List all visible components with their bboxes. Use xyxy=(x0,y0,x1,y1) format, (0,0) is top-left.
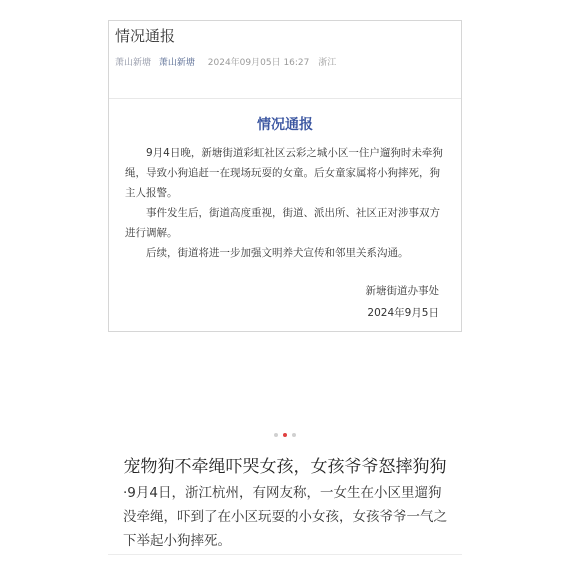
post-headline: 宠物狗不牵绳吓哭女孩，女孩爷爷怒摔狗狗 xyxy=(123,457,447,477)
article-account-link[interactable]: 萧山新塘 xyxy=(158,58,195,68)
carousel-dot[interactable] xyxy=(292,433,296,437)
notice-paragraph: 事件发生后，街道高度重视，街道、派出所、社区正对涉事双方进行调解。 xyxy=(125,207,440,239)
article-region: 浙江 xyxy=(318,58,337,68)
notice-heading: 情况通报 xyxy=(257,117,313,133)
notice-paragraph: 后续，街道将进一步加强文明养犬宣传和邻里关系沟通。 xyxy=(146,247,409,259)
notice-image-card[interactable] xyxy=(108,20,462,332)
post-summary: ·9月4日，浙江杭州，有网友称，一女生在小区里遛狗没牵绳，吓到了在小区玩耍的小女孩，女孩爷爷一气之下举起小狗摔死。 xyxy=(123,485,447,549)
notice-signature-org: 新塘街道办事处 xyxy=(365,285,439,297)
divider xyxy=(108,554,462,555)
notice-signature-date: 2024年9月5日 xyxy=(367,307,439,319)
article-meta xyxy=(115,55,336,68)
notice-paragraph: 9月4日晚，新塘街道彩虹社区云彩之城小区一住户遛狗时未牵狗绳，导致小狗追赶一在现场玩耍的女童。后女童家属将小狗摔死，狗主人报警。 xyxy=(125,147,443,199)
article-datetime: 2024年09月05日 16:27 xyxy=(207,58,310,68)
article-title: 情况通报 xyxy=(115,27,176,45)
article-source: 萧山新塘 xyxy=(115,58,152,68)
carousel-dot-active[interactable] xyxy=(283,433,287,437)
divider xyxy=(109,98,461,99)
carousel-dot[interactable] xyxy=(274,433,278,437)
carousel-indicator xyxy=(0,433,570,437)
notice-body xyxy=(125,143,449,263)
